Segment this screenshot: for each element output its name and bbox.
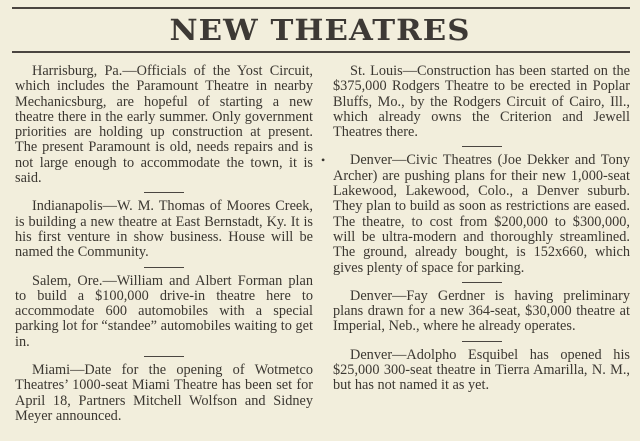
item-separator [144,267,184,268]
news-item-text: Indianapolis—W. M. Thomas of Moores Creek, is building a new theatre at East Bernstadt, Ky. It is his first venture in show business. House will be named the Community. [15,198,313,261]
news-item-harrisburg [15,64,313,186]
item-separator [462,282,502,283]
item-separator [144,192,184,193]
news-item-text: Salem, Ore.—William and Albert Forman plan to build a $100,000 drive-in theatre here to accommodate 600 automobiles with a special parking lot for “standee” automobiles waiting to get in. [15,272,313,350]
news-item-text: Denver—Adolpho Esquibel has opened his $25,000 300-seat theatre in Tierra Amarilla, N. M., but has not named it as yet. [333,346,630,394]
item-separator [462,341,502,342]
news-item-text: St. Louis—Construction has been started on the $375,000 Rodgers Theatre to be erected in Poplar Bluffs, Mo., by the Rodgers Circuit of Cairo, Ill., which already owns the Criterion and Jewell Theatres there. [333,63,630,141]
item-separator [462,146,502,147]
news-item-text: Miami—Date for the opening of Wotmetco Theatres’ 1000-seat Miami Theatre has been set for April 18, Partners Mitchell Wolfson and Sidney Meyer announced. [15,362,313,424]
news-item-denver-gerdner [333,289,630,335]
item-separator [144,356,184,357]
page-title: NEW THEATRES [169,13,471,47]
news-item-text: Denver—Fay Gerdner is having preliminary plans drawn for a new 364-seat, $30,000 theatre at Imperial, Neb., where he already operates. [333,287,630,335]
news-item-text: Denver—Civic Theatres (Joe Dekker and Tony Archer) are pushing plans for their new 1,000-seat Lakewood, Lakewood, Colo., a Denver suburb. They plan to build as soon as restrictions are eased. The theatre, to cost from $200,000 to $300,000, will be ultra-modern and thoroughly streamlined. The ground, already bought, is 152x660, which gives plenty of space for parking. [333,152,630,276]
news-item-text: Harrisburg, Pa.—Officials of the Yost Circuit, which includes the Paramount Theatre in nearby Mechanicsburg, are hopeful of starting a new theatre there in the early summer. Only government priorities are holding up construction at present. The present Paramount is old, needs repairs and is not large enough to accommodate the town, it is said. [15,63,313,187]
news-item-miami [15,363,313,424]
news-item-indianapolis [15,199,313,260]
left-column [15,64,313,424]
top-rule [12,7,630,9]
news-item-denver-esquibel [333,348,630,394]
bullet-icon: • [321,153,326,168]
news-item-st-louis [333,64,630,140]
news-item-salem [15,274,313,350]
right-column [321,63,630,394]
title-bottom-rule [12,51,630,53]
news-item-denver-civic [321,152,630,276]
